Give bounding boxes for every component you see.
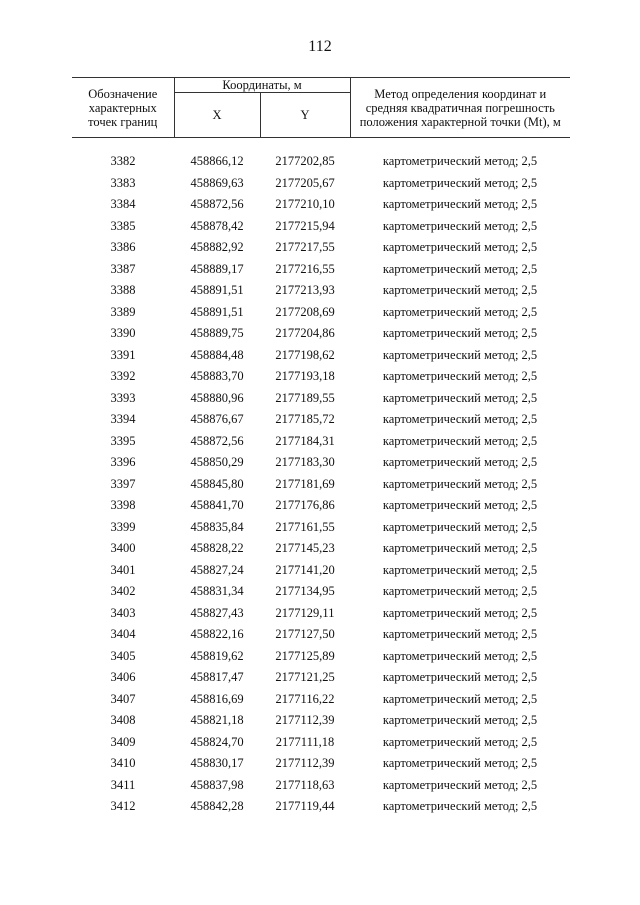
table-row <box>72 237 570 259</box>
method-cell: картометрический метод; 2,5 <box>382 670 538 685</box>
point-id-cell: 3410 <box>110 756 136 771</box>
table-row <box>72 581 570 603</box>
table-row <box>72 667 570 689</box>
method-cell: картометрический метод; 2,5 <box>382 584 538 599</box>
table-row <box>72 689 570 711</box>
point-id-cell: 3387 <box>110 261 136 276</box>
point-id-cell: 3406 <box>110 670 136 685</box>
page-number: 112 <box>308 38 332 55</box>
method-cell: картометрический метод; 2,5 <box>382 390 538 405</box>
point-id-cell: 3409 <box>110 734 136 749</box>
y-coordinate-cell: 2177185,72 <box>275 412 335 427</box>
method-cell: картометрический метод; 2,5 <box>382 476 538 491</box>
method-cell: картометрический метод; 2,5 <box>382 240 538 255</box>
method-cell: картометрический метод; 2,5 <box>382 541 538 556</box>
x-coordinate-cell: 458878,42 <box>190 218 244 233</box>
table-row <box>72 753 570 775</box>
method-cell: картометрический метод; 2,5 <box>382 433 538 448</box>
table-body <box>72 138 570 818</box>
y-coordinate-cell: 2177189,55 <box>275 390 335 405</box>
x-coordinate-cell: 458883,70 <box>190 369 244 384</box>
method-cell: картометрический метод; 2,5 <box>382 218 538 233</box>
method-cell: картометрический метод; 2,5 <box>382 519 538 534</box>
y-coordinate-cell: 2177208,69 <box>275 304 335 319</box>
y-coordinate-cell: 2177119,44 <box>275 799 335 814</box>
method-cell: картометрический метод; 2,5 <box>382 154 538 169</box>
y-coordinate-cell: 2177204,86 <box>275 326 335 341</box>
y-coordinate-cell: 2177216,55 <box>275 261 335 276</box>
y-coordinate-cell: 2177141,20 <box>275 562 335 577</box>
table-row <box>72 517 570 539</box>
x-coordinate-cell: 458831,34 <box>190 584 244 599</box>
y-coordinate-cell: 2177210,10 <box>275 197 335 212</box>
x-coordinate-cell: 458819,62 <box>190 648 244 663</box>
x-coordinate-cell: 458824,70 <box>190 734 244 749</box>
point-id-cell: 3391 <box>110 347 136 362</box>
table-row <box>72 431 570 453</box>
point-id-cell: 3385 <box>110 218 136 233</box>
method-cell: картометрический метод; 2,5 <box>382 691 538 706</box>
x-coordinate-cell: 458866,12 <box>190 154 244 169</box>
x-coordinate-cell: 458882,92 <box>190 240 244 255</box>
table-row <box>72 775 570 797</box>
y-coordinate-cell: 2177134,95 <box>275 584 335 599</box>
point-id-cell: 3412 <box>110 799 136 814</box>
method-cell: картометрический метод; 2,5 <box>382 261 538 276</box>
y-coordinate-cell: 2177145,23 <box>275 541 335 556</box>
header-y: Y <box>260 93 350 138</box>
y-coordinate-cell: 2177111,18 <box>275 734 335 749</box>
point-id-cell: 3389 <box>110 304 136 319</box>
x-coordinate-cell: 458889,75 <box>190 326 244 341</box>
y-coordinate-cell: 2177205,67 <box>275 175 335 190</box>
x-coordinate-cell: 458884,48 <box>190 347 244 362</box>
method-cell: картометрический метод; 2,5 <box>382 648 538 663</box>
x-coordinate-cell: 458876,67 <box>190 412 244 427</box>
table-row <box>72 280 570 302</box>
point-id-cell: 3398 <box>110 498 136 513</box>
point-id-cell: 3382 <box>110 154 136 169</box>
point-id-cell: 3407 <box>110 691 136 706</box>
point-id-cell: 3384 <box>110 197 136 212</box>
x-coordinate-cell: 458869,63 <box>190 175 244 190</box>
point-id-cell: 3400 <box>110 541 136 556</box>
x-coordinate-cell: 458835,84 <box>190 519 244 534</box>
x-coordinate-cell: 458891,51 <box>190 283 244 298</box>
x-coordinate-cell: 458816,69 <box>190 691 244 706</box>
point-id-cell: 3390 <box>110 326 136 341</box>
y-coordinate-cell: 2177116,22 <box>275 691 335 706</box>
x-coordinate-cell: 458828,22 <box>190 541 244 556</box>
table-header <box>72 78 570 138</box>
y-coordinate-cell: 2177176,86 <box>275 498 335 513</box>
point-id-cell: 3405 <box>110 648 136 663</box>
coordinates-table <box>72 77 570 818</box>
point-id-cell: 3393 <box>110 390 136 405</box>
method-cell: картометрический метод; 2,5 <box>382 347 538 362</box>
method-cell: картометрический метод; 2,5 <box>382 326 538 341</box>
point-id-cell: 3386 <box>110 240 136 255</box>
x-coordinate-cell: 458880,96 <box>190 390 244 405</box>
table-row <box>72 710 570 732</box>
y-coordinate-cell: 2177161,55 <box>275 519 335 534</box>
table-row <box>72 474 570 496</box>
point-id-cell: 3408 <box>110 713 136 728</box>
header-method: Метод определения координат и средняя квадратичная погрешность положения характерной точки (Mt), м <box>350 78 570 138</box>
x-coordinate-cell: 458842,28 <box>190 799 244 814</box>
point-id-cell: 3403 <box>110 605 136 620</box>
y-coordinate-cell: 2177184,31 <box>275 433 335 448</box>
x-coordinate-cell: 458822,16 <box>190 627 244 642</box>
method-cell: картометрический метод; 2,5 <box>382 562 538 577</box>
point-id-cell: 3402 <box>110 584 136 599</box>
table-row <box>72 452 570 474</box>
method-cell: картометрический метод; 2,5 <box>382 734 538 749</box>
x-coordinate-cell: 458827,43 <box>190 605 244 620</box>
table-row <box>72 345 570 367</box>
table-row <box>72 173 570 195</box>
y-coordinate-cell: 2177202,85 <box>275 154 335 169</box>
table-row <box>72 409 570 431</box>
x-coordinate-cell: 458872,56 <box>190 433 244 448</box>
point-id-cell: 3396 <box>110 455 136 470</box>
y-coordinate-cell: 2177183,30 <box>275 455 335 470</box>
point-id-cell: 3394 <box>110 412 136 427</box>
x-coordinate-cell: 458827,24 <box>190 562 244 577</box>
table-row <box>72 495 570 517</box>
method-cell: картометрический метод; 2,5 <box>382 713 538 728</box>
x-coordinate-cell: 458821,18 <box>190 713 244 728</box>
header-coordinates: Координаты, м <box>174 78 350 93</box>
table-row <box>72 216 570 238</box>
table-row <box>72 151 570 173</box>
point-id-cell: 3397 <box>110 476 136 491</box>
y-coordinate-cell: 2177121,25 <box>275 670 335 685</box>
point-id-cell: 3395 <box>110 433 136 448</box>
method-cell: картометрический метод; 2,5 <box>382 627 538 642</box>
header-x: X <box>174 93 260 138</box>
x-coordinate-cell: 458837,98 <box>190 777 244 792</box>
method-cell: картометрический метод; 2,5 <box>382 756 538 771</box>
x-coordinate-cell: 458817,47 <box>190 670 244 685</box>
method-cell: картометрический метод; 2,5 <box>382 455 538 470</box>
y-coordinate-cell: 2177112,39 <box>275 756 335 771</box>
method-cell: картометрический метод; 2,5 <box>382 197 538 212</box>
x-coordinate-cell: 458841,70 <box>190 498 244 513</box>
y-coordinate-cell: 2177127,50 <box>275 627 335 642</box>
point-id-cell: 3392 <box>110 369 136 384</box>
point-id-cell: 3399 <box>110 519 136 534</box>
x-coordinate-cell: 458830,17 <box>190 756 244 771</box>
table-row <box>72 624 570 646</box>
table-row <box>72 194 570 216</box>
point-id-cell: 3388 <box>110 283 136 298</box>
y-coordinate-cell: 2177193,18 <box>275 369 335 384</box>
y-coordinate-cell: 2177129,11 <box>275 605 335 620</box>
x-coordinate-cell: 458889,17 <box>190 261 244 276</box>
table-row <box>72 796 570 818</box>
method-cell: картометрический метод; 2,5 <box>382 283 538 298</box>
table-row <box>72 323 570 345</box>
table-row <box>72 560 570 582</box>
method-cell: картометрический метод; 2,5 <box>382 304 538 319</box>
method-cell: картометрический метод; 2,5 <box>382 175 538 190</box>
x-coordinate-cell: 458891,51 <box>190 304 244 319</box>
method-cell: картометрический метод; 2,5 <box>382 498 538 513</box>
y-coordinate-cell: 2177215,94 <box>275 218 335 233</box>
y-coordinate-cell: 2177217,55 <box>275 240 335 255</box>
x-coordinate-cell: 458845,80 <box>190 476 244 491</box>
y-coordinate-cell: 2177118,63 <box>275 777 335 792</box>
y-coordinate-cell: 2177181,69 <box>275 476 335 491</box>
table-row <box>72 538 570 560</box>
method-cell: картометрический метод; 2,5 <box>382 369 538 384</box>
table-row <box>72 366 570 388</box>
method-cell: картометрический метод; 2,5 <box>382 412 538 427</box>
y-coordinate-cell: 2177198,62 <box>275 347 335 362</box>
point-id-cell: 3411 <box>110 777 136 792</box>
x-coordinate-cell: 458850,29 <box>190 455 244 470</box>
table-row <box>72 259 570 281</box>
y-coordinate-cell: 2177213,93 <box>275 283 335 298</box>
x-coordinate-cell: 458872,56 <box>190 197 244 212</box>
table-row <box>72 732 570 754</box>
method-cell: картометрический метод; 2,5 <box>382 799 538 814</box>
point-id-cell: 3401 <box>110 562 136 577</box>
point-id-cell: 3404 <box>110 627 136 642</box>
table-row <box>72 302 570 324</box>
y-coordinate-cell: 2177112,39 <box>275 713 335 728</box>
method-cell: картометрический метод; 2,5 <box>382 605 538 620</box>
method-cell: картометрический метод; 2,5 <box>382 777 538 792</box>
table-row <box>72 603 570 625</box>
header-designation: Обозначение характерных точек границ <box>72 78 174 138</box>
point-id-cell: 3383 <box>110 175 136 190</box>
y-coordinate-cell: 2177125,89 <box>275 648 335 663</box>
table-row <box>72 646 570 668</box>
table-row <box>72 388 570 410</box>
